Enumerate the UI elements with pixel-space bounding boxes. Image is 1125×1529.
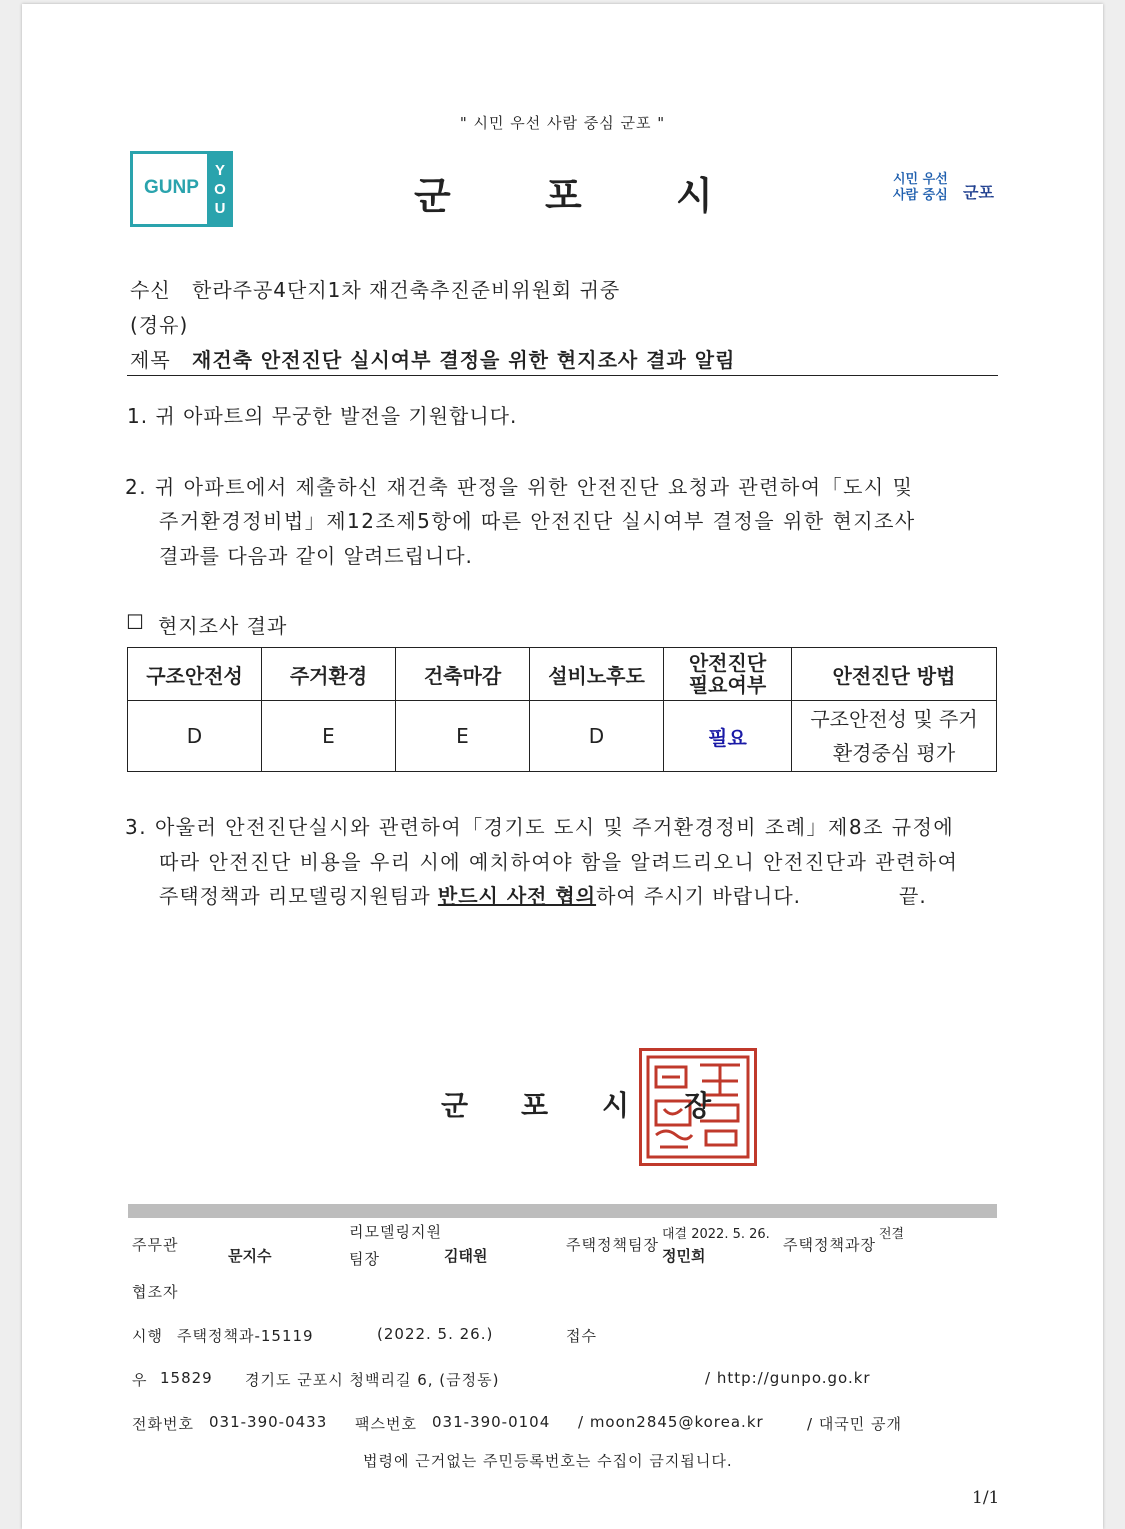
table-header: 주거환경 <box>262 648 396 701</box>
policy-team-name: 정민희 <box>662 1247 706 1265</box>
paragraph-3-line3 <box>159 880 801 909</box>
postal-code: 15829 <box>160 1369 213 1387</box>
table-cell: D <box>530 701 664 772</box>
logo-text: GUNP <box>144 177 199 198</box>
slogan-emblem <box>893 172 994 204</box>
page-number: 1/1 <box>972 1488 1000 1508</box>
section-title: 현지조사 결과 <box>158 614 288 638</box>
signature-char: 장 <box>684 1089 712 1122</box>
table-cell: 구조안전성 및 주거 환경중심 평가 <box>792 701 997 772</box>
director-note: 전결 <box>879 1227 905 1242</box>
checkbox-icon: ☐ <box>126 610 145 634</box>
paragraph-3-text: 주택정책과 리모델링지원팀과 <box>159 884 431 908</box>
recipient-value: 한라주공4단지1차 재건축추진준비위원회 귀중 <box>192 278 621 302</box>
agency-title-char: 군 <box>414 174 451 218</box>
team-label-top: 리모델링지원 <box>349 1223 442 1241</box>
team-leader-name: 김태원 <box>444 1247 488 1265</box>
result-table <box>127 647 997 772</box>
subject-value: 재건축 안전진단 실시여부 결정을 위한 현지조사 결과 알림 <box>192 348 736 372</box>
cooperator-label: 협조자 <box>132 1283 179 1301</box>
table-header: 설비노후도 <box>530 648 664 701</box>
paragraph-3-line1: 3. 아울러 안전진단실시와 관련하여「경기도 도시 및 주거환경정비 조례」제8조 규정에 <box>125 815 955 839</box>
officer-label: 주무관 <box>132 1236 179 1254</box>
table-cell: E <box>262 701 396 772</box>
subject-divider <box>127 375 998 376</box>
table-header: 안전진단 방법 <box>792 648 997 701</box>
table-header: 안전진단 필요여부 <box>664 648 792 701</box>
table-header: 구조안전성 <box>128 648 262 701</box>
via-label: (경유) <box>130 313 189 337</box>
logo-letter: U <box>214 199 226 217</box>
logo-letter: Y <box>214 161 225 179</box>
enforce-number: 주택정책과-15119 <box>177 1327 314 1345</box>
officer-name: 문지수 <box>228 1247 272 1265</box>
receipt-label: 접수 <box>566 1327 597 1345</box>
paragraph-2-line1: 2. 귀 아파트에서 제출하신 재건축 판정을 위한 안전진단 요청과 관련하여「도시 및 <box>125 475 914 499</box>
team-label-bottom: 팀장 <box>349 1250 380 1268</box>
enforce-date: (2022. 5. 26.) <box>377 1325 494 1343</box>
fax-number: 031-390-0104 <box>432 1413 551 1431</box>
logo-letter: O <box>214 180 226 198</box>
signature-char: 포 <box>521 1089 549 1122</box>
phone-number: 031-390-0433 <box>209 1413 328 1431</box>
signature-char: 시 <box>602 1089 630 1122</box>
director-label: 주택정책과장 <box>783 1236 876 1254</box>
agency-title-char: 포 <box>545 174 582 218</box>
table-header: 건축마감 <box>396 648 530 701</box>
logo-you <box>207 151 233 227</box>
table-cell: D <box>128 701 262 772</box>
phone-label: 전화번호 <box>132 1415 194 1433</box>
paragraph-2-line3: 결과를 다음과 같이 알려드립니다. <box>159 544 473 568</box>
end-mark: 끝. <box>899 884 927 908</box>
policy-team-label: 주택정책팀장 <box>566 1236 659 1254</box>
recipient-label: 수신 <box>130 278 171 302</box>
homepage-link[interactable]: / http://gunpo.go.kr <box>705 1369 871 1387</box>
table-header-row <box>128 648 997 701</box>
delegated-date: 대결 2022. 5. 26. <box>662 1227 770 1242</box>
agency-title-char: 시 <box>676 174 713 218</box>
table-cell-required: 필요 <box>664 701 792 772</box>
paragraph-3-text: 하여 주시기 바랍니다. <box>596 884 802 908</box>
table-cell: E <box>396 701 530 772</box>
emblem-line2: 사람 중심 <box>893 188 948 203</box>
address: 경기도 군포시 청백리길 6, (금정동) <box>245 1371 500 1389</box>
emblem-name: 군포 <box>963 183 994 202</box>
gunpo-logo <box>130 151 233 227</box>
signature-char: 군 <box>441 1089 469 1122</box>
postal-label: 우 <box>132 1371 148 1389</box>
emphasis-text: 반드시 사전 협의 <box>437 884 597 908</box>
footer-bar <box>128 1204 997 1218</box>
disclosure: / 대국민 공개 <box>807 1415 903 1433</box>
paragraph-1: 1. 귀 아파트의 무궁한 발전을 기원합니다. <box>127 404 518 428</box>
subject-label: 제목 <box>130 348 171 372</box>
paragraph-3-line2: 따라 안전진단 비용을 우리 시에 예치하여야 함을 알려드리오니 안전진단과 관련하여 <box>159 850 959 874</box>
table-row <box>128 701 997 772</box>
privacy-notice: 법령에 근거없는 주민등록번호는 수집이 금지됩니다. <box>363 1452 733 1470</box>
slogan: " 시민 우선 사람 중심 군포 " <box>459 114 666 132</box>
fax-label: 팩스번호 <box>355 1415 417 1433</box>
enforce-label: 시행 <box>132 1327 163 1345</box>
paragraph-2-line2: 주거환경정비법」제12조제5항에 따른 안전진단 실시여부 결정을 위한 현지조사 <box>159 509 916 533</box>
emblem-line1: 시민 우선 <box>893 172 948 187</box>
email-link[interactable]: / moon2845@korea.kr <box>578 1413 764 1431</box>
